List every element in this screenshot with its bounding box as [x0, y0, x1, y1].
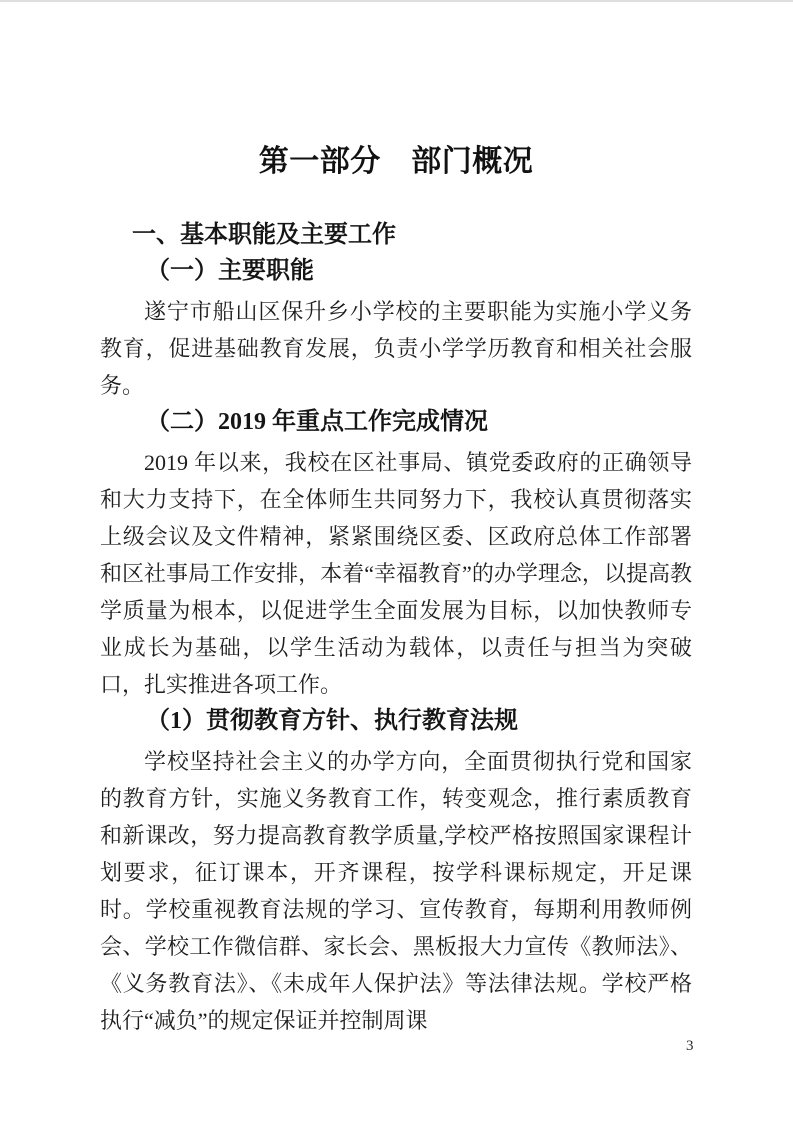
subsection-heading-main-functions: （一）主要职能: [146, 258, 314, 284]
document-title: 第一部分 部门概况: [258, 145, 534, 178]
content-area: [100, 0, 692, 1039]
paragraph-education-policy: 学校坚持社会主义的办学方向，全面贯彻执行党和国家的教育方针，实施义务教育工作，转变观念，推行素质教育和新课改，努力提高教育教学质量,学校严格按照国家课程计划要求，征订课本，开齐课程，按学科课标规定，开足课时。学校重视教育法规的学习、宣传教育，每期利用教师例会、学校工作微信群、家长会、黑板报大力宣传《教师法》、《义务教育法》、《未成年人保护法》等法律法规。学校严格执行“减负”的规定保证并控制周课: [100, 749, 692, 1033]
page-number: 3: [686, 1038, 694, 1054]
section-heading-basic-functions: 一、基本职能及主要工作: [132, 221, 396, 248]
subsection-heading-education-policy: （1）贯彻教育方针、执行教育法规: [146, 708, 518, 734]
paragraph-2019-overview: 2019 年以来，我校在区社事局、镇党委政府的正确领导和大力支持下，在全体师生共同努力下，我校认真贯彻落实上级会议及文件精神，紧紧围绕区委、区政府总体工作部署和区社事局工作安排，本着“幸福教育”的办学理念，以提高教学质量为根本，以促进学生全面发展为目标，以加快教师专业成长为基础，以学生活动为载体，以责任与担当为突破口，扎实推进各项工作。: [100, 450, 692, 697]
subsection-heading-2019-key-work: （二）2019 年重点工作完成情况: [146, 409, 488, 435]
paragraph-main-functions: 遂宁市船山区保升乡小学校的主要职能为实施小学义务教育，促进基础教育发展，负责小学学历教育和相关社会服务。: [100, 299, 692, 398]
